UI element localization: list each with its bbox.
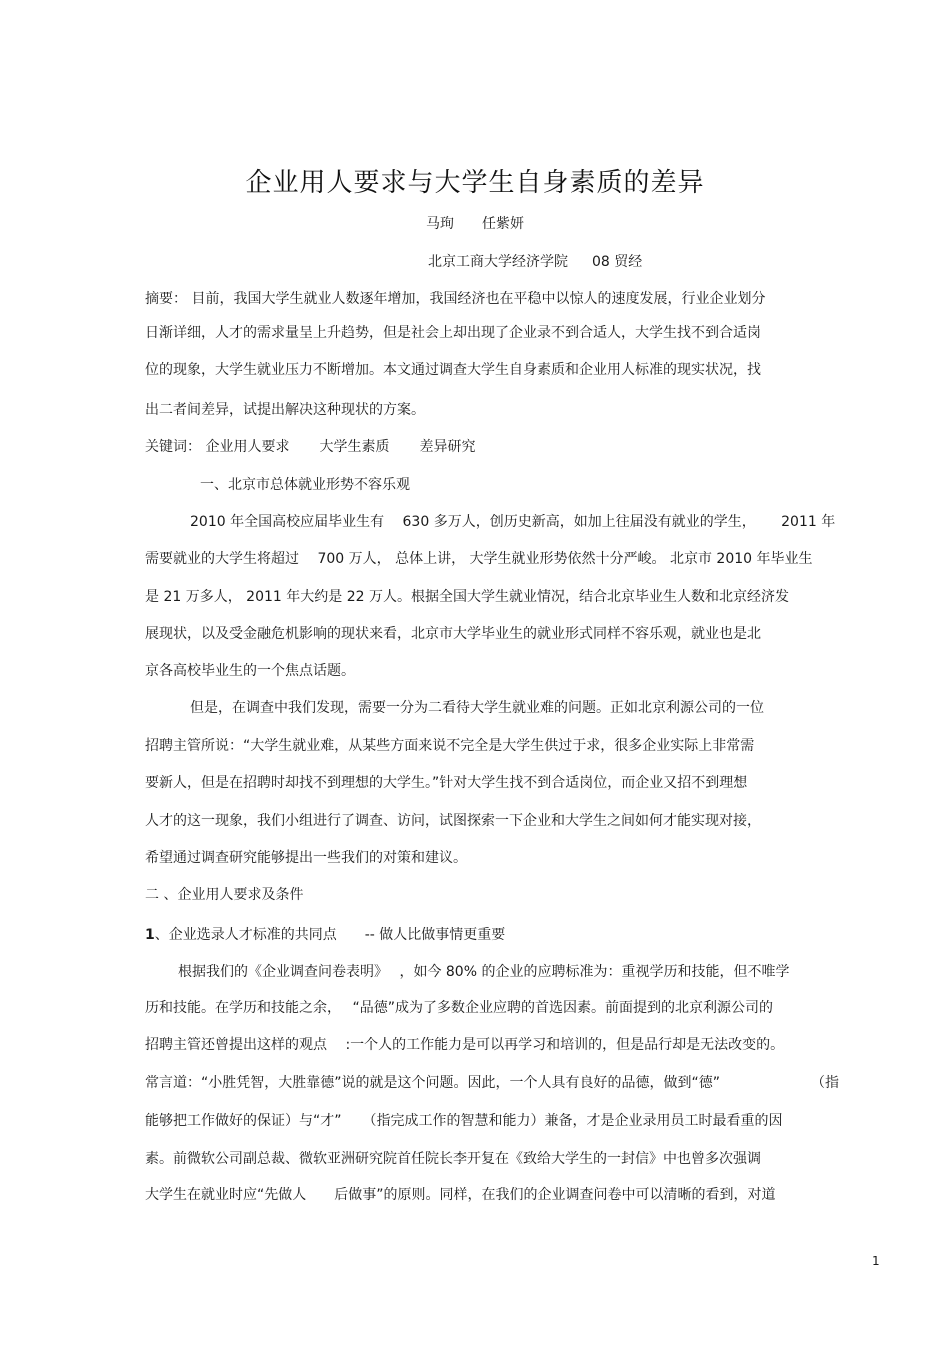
subsection-heading [145,925,505,945]
keywords-line [145,437,475,457]
paragraph-line: 大学生在就业时应“先做人 后做事”的原则。同样，在我们的企业调查问卷中可以清晰的看到，对道 [145,1187,776,1203]
paragraph-line: 人才的这一现象，我们小组进行了调查、访问，试图探索一下企业和大学生之间如何才能实现对接， [145,813,761,829]
abstract-line: 位的现象，大学生就业压力不断增加。本文通过调查大学生自身素质和企业用人标准的现实状况，找 [145,362,761,378]
paragraph-line: 京各高校毕业生的一个焦点话题。 [145,663,355,679]
paragraph-line: 常言道：“小胜凭智，大胜靠德”说的就是这个问题。因此，一个人具有良好的品德，做到“德” （指 [145,1075,840,1091]
paragraph-line: 2010 年全国高校应届毕业生有 630 多万人，创历史新高，如加上往届没有就业的学生， 2011 年 [190,514,836,530]
paragraph-line: 根据我们的《企业调查问卷表明》 ，如今 80% 的企业的应聘标准为：重视学历和技能，但不唯学 [178,964,790,980]
abstract-line: 日渐详细，人才的需求量呈上升趋势，但是社会上却出现了企业录不到合适人，大学生找不到合适岗 [145,325,761,341]
authors [0,213,950,233]
paragraph-line: 是 21 万多人， 2011 年大约是 22 万人。根据全国大学生就业情况，结合北京毕业生人数和北京经济发 [145,589,789,605]
paragraph-line: 但是，在调查中我们发现，需要一分为二看待大学生就业难的问题。正如北京利源公司的一位 [190,700,764,716]
section-heading: 一、北京市总体就业形势不容乐观 [200,477,410,493]
affiliation-class: 08 贸经 [592,254,643,270]
paragraph-line: 招聘主管所说：“大学生就业难，从某些方面来说不完全是大学生供过于求，很多企业实际上非常需 [145,738,755,754]
paragraph-line: 素。前微软公司副总裁、微软亚洲研究院首任院长李开复在《致给大学生的一封信》中也曾多次强调 [145,1151,761,1167]
paragraph-line: 希望通过调查研究能够提出一些我们的对策和建议。 [145,850,467,866]
keyword: 大学生素质 [319,439,390,455]
abstract-line: 出二者间差异，试提出解决这种现状的方案。 [145,402,425,418]
keywords-label: 关键词： [145,439,201,455]
paragraph-line: 历和技能。在学历和技能之余， “品德”成为了多数企业应聘的首选因素。前面提到的北京利源公司的 [145,1000,773,1016]
subsection-text: 、企业选录人才标准的共同点 -- 做人比做事情更重要 [154,927,506,943]
paragraph-line: 能够把工作做好的保证）与“才” （指完成工作的智慧和能力）兼备，才是企业录用员工时最看重的因 [145,1113,783,1129]
author-name: 任紫妍 [482,216,524,232]
paragraph-line: 招聘主管还曾提出这样的观点 :一个人的工作能力是可以再学习和培训的，但是品行却是无法改变的。 [145,1037,785,1053]
section-heading: 二 、企业用人要求及条件 [145,887,304,903]
affiliation [428,251,642,271]
keyword: 企业用人要求 [205,439,290,455]
author-name: 马珣 [426,216,454,232]
abstract-line: 摘要： 目前，我国大学生就业人数逐年增加，我国经济也在平稳中以惊人的速度发展，行业企业划分 [145,291,766,307]
paragraph-line: 需要就业的大学生将超过 700 万人， 总体上讲， 大学生就业形势依然十分严峻。 北京市 2010 年毕业生 [145,551,813,567]
paragraph-line: 展现状，以及受金融危机影响的现状来看，北京市大学毕业生的就业形式同样不容乐观，就业也是北 [145,626,761,642]
document-title: 企业用人要求与大学生自身素质的差异 [245,168,705,198]
subsection-number: 1 [145,927,155,943]
page-number: 1 [872,1254,880,1268]
paragraph-line: 要新人，但是在招聘时却找不到理想的大学生。”针对大学生找不到合适岗位，而企业又招不到理想 [145,775,748,791]
affiliation-school: 北京工商大学经济学院 [428,254,568,270]
keyword: 差异研究 [419,439,476,455]
